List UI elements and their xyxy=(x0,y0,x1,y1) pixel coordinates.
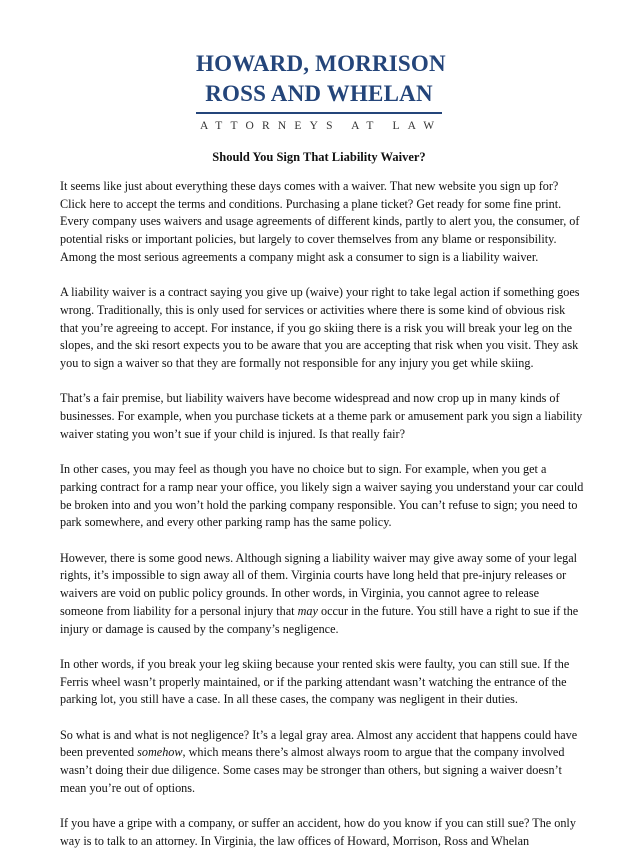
paragraph-text: However, there is some good news. Although signing a liability waiver may give away some of your legal rights, it’s impossible to sign away all of them. Virginia courts have long held that pre-injury releases or waivers are void on public policy grounds. In other words, in Virginia, you cannot agree to release someone from liability for a personal injury that xyxy=(60,550,578,618)
paragraph-text: occur in the future. You still have a right to sue if the injury or damage is caused by the company’s negligence. xyxy=(60,603,579,636)
logo-divider xyxy=(196,112,442,114)
emphasis-text: may xyxy=(297,603,318,618)
article-title: Should You Sign That Liability Waiver? xyxy=(212,150,426,164)
paragraph xyxy=(60,727,584,798)
logo-tagline: ATTORNEYS AT LAW xyxy=(200,120,443,132)
article-body xyxy=(60,178,584,868)
paragraph: A liability waiver is a contract saying you give up (waive) your right to take legal action if something goes wrong. Traditionally, this is only used for services or activities where there is some kind of obvious risk that you’re agreeing to accept. For instance, if you go skiing there is a risk you will break your leg on the slopes, and the ski resort expects you to be aware that you are accepting that risk when you visit. They ask you to sign a waiver so that they are formally not responsible for any injury you get while skiing. xyxy=(60,285,580,371)
paragraph: In other words, if you break your leg skiing because your rented skis were faulty, you can still sue. If the Ferris wheel wasn’t properly maintained, or if the parking attendant wasn’t watching the entrance of the parking lot, you still have a case. In all these cases, the company was negligent in their duties. xyxy=(60,656,570,707)
paragraph-text: , which means there’s almost always room to argue that the company involved wasn’t doing their due diligence. Some cases may be stronger than others, but signing a waiver doesn’t mean you’re out of options. xyxy=(60,745,565,795)
firm-logo xyxy=(196,50,446,133)
logo-line-1: HOWARD, MORRISON xyxy=(196,51,446,76)
paragraph-text: So what is and what is not negligence? It’s a legal gray area. Almost any accident that happens could have been prevented xyxy=(60,727,578,760)
paragraph xyxy=(60,550,584,639)
paragraph: In other cases, you may feel as though you have no choice but to sign. For example, when you get a parking contract for a ramp near your office, you likely sign a waiver saying you understand your car could be broken into and you won’t hold the parking company responsible. You can’t refuse to sign; you need to park somewhere, and every other parking ramp has the same policy. xyxy=(60,462,584,530)
paragraph: That’s a fair premise, but liability waivers have become widespread and now crop up in many kinds of businesses. For example, when you purchase tickets at a theme park or amusement park you sign a liability waiver stating you won’t sue if your child is injured. Is that really fair? xyxy=(60,391,583,441)
paragraph: It seems like just about everything these days comes with a waiver. That new website you sign up for? Click here to accept the terms and conditions. Purchasing a plane ticket? Get ready for some fine print. Every company uses waivers and usage agreements of different kinds, partly to alert you, the consumer, of potential risks or important policies, but largely to cover themselves from any blame or responsibility. Among the most serious agreements a company might ask a consumer to sign is a liability waiver. xyxy=(60,179,580,264)
paragraph: If you have a gripe with a company, or suffer an accident, how do you know if you can still sue? The only way is to talk to an attorney. In Virginia, the law offices of Howard, Morrison, Ross and Whelan xyxy=(60,816,576,848)
logo-line-2: ROSS AND WHELAN xyxy=(205,81,433,106)
emphasis-text: somehow xyxy=(137,745,183,760)
